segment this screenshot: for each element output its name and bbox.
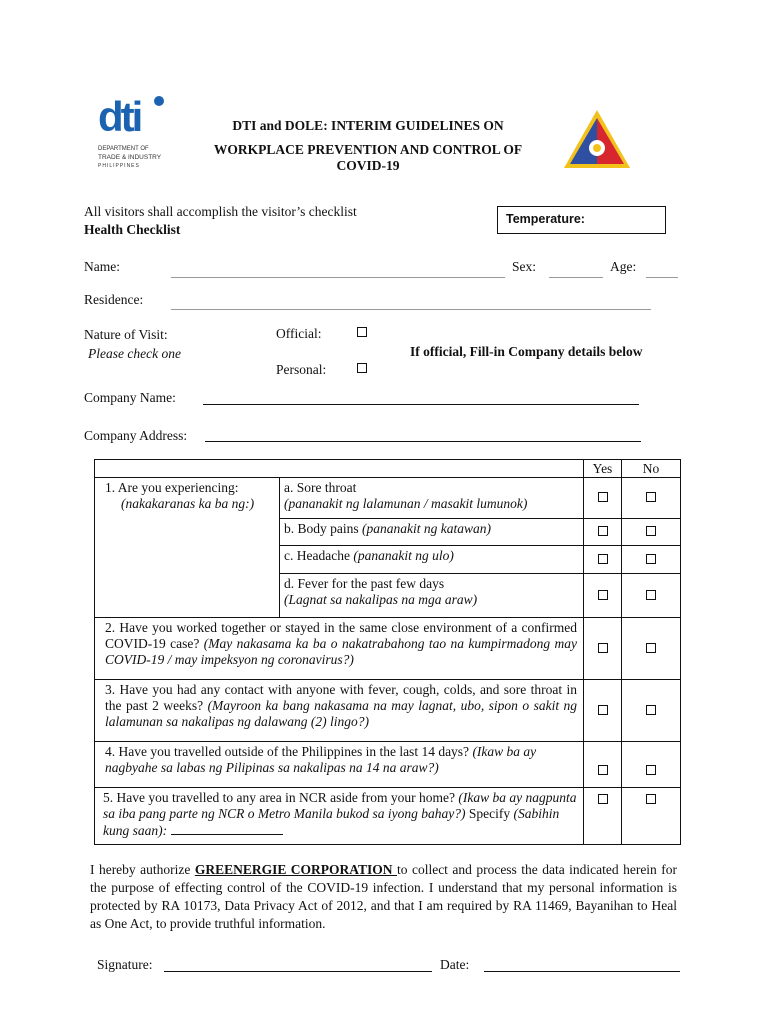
symptom-c-no-checkbox[interactable] [646, 554, 656, 564]
q5-no-checkbox[interactable] [646, 794, 656, 804]
consent-body: to collect and process the data indicated herein for the purpose of effecting control of the COVID-19 infection. I understand that my personal information is protected by RA 10173, Data Privacy Act of 2012, and that I am required by RA 11469, Bayanihan to Heal as One Act, to provide truthful information. [90, 862, 677, 931]
symptom-b-no-checkbox[interactable] [646, 526, 656, 536]
symptom-d-label: d. Fever for the past few days [284, 576, 445, 591]
official-note: If official, Fill-in Company details below [410, 344, 643, 359]
company-address-field[interactable] [205, 441, 641, 442]
dole-logo [562, 108, 632, 172]
personal-checkbox[interactable] [357, 363, 367, 373]
sex-label: Sex: [512, 259, 537, 274]
health-checklist-title: Health Checklist [84, 222, 181, 237]
q2-text: 2. Have you worked together or stayed in the same close environment of a confirmed COVID-19 case? [105, 620, 577, 651]
q5-yes-checkbox[interactable] [598, 794, 608, 804]
dti-logo [98, 94, 168, 180]
q5-specify-label: Specify [468, 806, 511, 821]
signature-label: Signature: [97, 957, 153, 972]
consent-prefix: I hereby authorize [90, 862, 195, 877]
dti-logo-sub3: PHILIPPINES [98, 163, 140, 169]
personal-label: Personal: [276, 362, 327, 377]
residence-label: Residence: [84, 292, 144, 307]
q5-specify-field[interactable] [171, 822, 283, 835]
signature-field[interactable] [164, 971, 432, 972]
symptom-b-translation: (pananakit ng katawan) [362, 521, 491, 536]
age-field[interactable] [646, 277, 678, 278]
symptom-d-translation: (Lagnat sa nakalipas na mga araw) [284, 592, 478, 607]
symptom-b-label: b. Body pains [284, 521, 359, 536]
health-questions-table [94, 459, 681, 845]
residence-field[interactable] [171, 309, 651, 310]
no-header: No [622, 460, 681, 478]
table-row [95, 788, 681, 845]
nature-of-visit-hint: Please check one [88, 346, 181, 361]
table-header-row [95, 460, 681, 478]
q2-yes-checkbox[interactable] [598, 643, 608, 653]
temperature-label: Temperature: [506, 212, 585, 226]
q4-text: 4. Have you travelled outside of the Philippines in the last 14 days? [105, 744, 470, 759]
date-label: Date: [440, 957, 470, 972]
document-title-line1: DTI and DOLE: INTERIM GUIDELINES ON [232, 118, 504, 133]
document-title-line3: COVID-19 [336, 158, 400, 173]
company-name-field[interactable] [203, 404, 639, 405]
dti-logo-sub1: DEPARTMENT OF [98, 146, 149, 152]
dti-logo-text: dti [98, 93, 141, 140]
q2-no-checkbox[interactable] [646, 643, 656, 653]
symptom-d-no-checkbox[interactable] [646, 590, 656, 600]
consent-paragraph [90, 861, 677, 933]
symptom-b-yes-checkbox[interactable] [598, 526, 608, 536]
symptom-c-label: c. Headache [284, 548, 350, 563]
symptom-a-yes-checkbox[interactable] [598, 492, 608, 502]
dole-triangle-icon [562, 108, 632, 172]
symptom-a-translation: (pananakit ng lalamunan / masakit lumunok) [284, 496, 528, 511]
q5-text: 5. Have you travelled to any area in NCR aside from your home? [103, 790, 456, 805]
table-row [95, 478, 681, 519]
q4-no-checkbox[interactable] [646, 765, 656, 775]
table-row [95, 742, 681, 788]
dti-logo-dot [154, 96, 164, 106]
temperature-box[interactable] [497, 206, 666, 234]
date-field[interactable] [484, 971, 680, 972]
q3-translation: (Mayroon ka bang nakasama na may lagnat, ubo, sipon o sakit ng lalamunan sa nakalipas ng dalawang (2) lingo?) [105, 698, 578, 729]
q4-translation: (Ikaw ba ay nagbyahe sa labas ng Pilipinas sa nakalipas na 14 na araw?) [105, 744, 537, 775]
q3-no-checkbox[interactable] [646, 705, 656, 715]
name-field[interactable] [171, 277, 505, 278]
company-address-label: Company Address: [84, 428, 188, 443]
q3-yes-checkbox[interactable] [598, 705, 608, 715]
sex-field[interactable] [549, 277, 603, 278]
symptom-c-yes-checkbox[interactable] [598, 554, 608, 564]
visitors-note: All visitors shall accomplish the visitor’s checklist [84, 204, 357, 219]
q5-specify-translation: (Sabihin kung saan): [103, 806, 560, 838]
table-row [95, 618, 681, 680]
q2-translation: (May nakasama ka ba o nakatrabahong tao na kumpirmadong may COVID-19 / may impeksyon ng coronavirus?) [105, 636, 578, 667]
symptom-a-label: a. Sore throat [284, 480, 357, 495]
company-name-label: Company Name: [84, 390, 176, 405]
age-label: Age: [610, 259, 637, 274]
yes-header: Yes [584, 460, 622, 478]
q3-text: 3. Have you had any contact with anyone with fever, cough, colds, and sore throat in the past 2 weeks? [105, 682, 577, 713]
symptom-c-translation: (pananakit ng ulo) [353, 548, 454, 563]
nature-of-visit-label: Nature of Visit: [84, 327, 168, 342]
q5-translation: (Ikaw ba ay nagpunta sa iba pang parte ng NCR o Metro Manila bukod sa iyong bahay?) [103, 790, 577, 821]
consent-company: GREENERGIE CORPORATION [194, 862, 397, 877]
document-title-line2: WORKPLACE PREVENTION AND CONTROL OF [213, 142, 523, 157]
symptom-d-yes-checkbox[interactable] [598, 590, 608, 600]
q1-translation: (nakakaranas ka ba ng:) [121, 496, 255, 511]
official-label: Official: [276, 326, 322, 341]
q4-yes-checkbox[interactable] [598, 765, 608, 775]
official-checkbox[interactable] [357, 327, 367, 337]
q1-text: 1. Are you experiencing: [105, 480, 239, 495]
name-label: Name: [84, 259, 120, 274]
table-row [95, 680, 681, 742]
dti-logo-sub2: TRADE & INDUSTRY [98, 154, 162, 161]
symptom-a-no-checkbox[interactable] [646, 492, 656, 502]
